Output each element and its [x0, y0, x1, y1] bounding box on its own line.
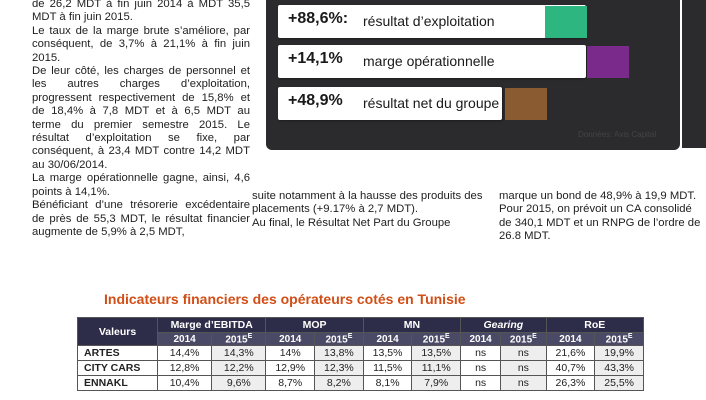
- color-swatch: [505, 88, 547, 120]
- table-cell: ns: [501, 376, 546, 391]
- infographic-item-marge-operationnelle: [278, 45, 586, 78]
- table-cell: 21,6%: [546, 346, 595, 361]
- year-cell: 2014: [461, 333, 501, 346]
- table-cell: 14,4%: [158, 346, 212, 361]
- item-label: marge opérationnelle: [363, 53, 495, 69]
- table-cell: 12,8%: [158, 361, 212, 376]
- color-swatch: [545, 6, 587, 38]
- table-cell: 9,6%: [212, 376, 266, 391]
- table-cell: 19,9%: [595, 346, 644, 361]
- year-cell: $2015^E$: [412, 333, 461, 346]
- header-group: Gearing: [461, 318, 547, 333]
- table-cell: ns: [461, 376, 501, 391]
- header-group: MN: [363, 318, 460, 333]
- table-cell: ns: [461, 346, 501, 361]
- paragraph: suite notamment à la hausse des produits des placements (+9.17% à 2,7 MDT).: [252, 190, 483, 216]
- article-column-1: [32, 0, 250, 239]
- paragraph: La marge opérationnelle gagne, ainsi, 4,6 points à 14,1%.: [32, 172, 250, 198]
- table-cell: 12,2%: [212, 361, 266, 376]
- table-cell: 25,5%: [595, 376, 644, 391]
- header-group: MOP: [266, 318, 363, 333]
- paragraph: Pour 2015, on prévoit un CA consolidé de 340,1 MDT et un RNPG de l’ordre de 26.8 MDT.: [499, 203, 701, 243]
- table-cell: 14,3%: [212, 346, 266, 361]
- table-year-row: [78, 333, 644, 346]
- table-cell: 26,3%: [546, 376, 595, 391]
- article-column-2: [252, 190, 492, 230]
- header-group: Marge d’EBITDA: [158, 318, 266, 333]
- table-cell: 13,5%: [363, 346, 412, 361]
- financial-indicators-table: [77, 317, 644, 391]
- header-group: RoE: [546, 318, 643, 333]
- table-cell: 40,7%: [546, 361, 595, 376]
- year-cell: $2015^E$: [315, 333, 364, 346]
- paragraph: Le taux de la marge brute s’améliore, par conséquent, de 3,7% à 21,1% à fin juin 2015.: [32, 24, 250, 64]
- table-row: [78, 361, 644, 376]
- table-header-row: [78, 318, 644, 333]
- year-cell: 2014: [363, 333, 412, 346]
- table-cell: 14%: [266, 346, 315, 361]
- table-cell: 13,8%: [315, 346, 364, 361]
- year-cell: 2014: [158, 333, 212, 346]
- source-note: Données: Axis Capital: [578, 130, 657, 139]
- year-cell: $2015^E$: [501, 333, 546, 346]
- table-cell: ns: [501, 361, 546, 376]
- item-percent: +88,6%:: [288, 10, 349, 27]
- infographic-item-resultat-net: [278, 87, 502, 120]
- paragraph: Au final, le Résultat Net Part du Groupe: [252, 216, 451, 229]
- year-cell: $2015^E$: [212, 333, 266, 346]
- table-cell: ns: [501, 346, 546, 361]
- table-cell: 11,1%: [412, 361, 461, 376]
- paragraph: marque un bond de 48,9% à 19,9 MDT.: [499, 190, 697, 202]
- infographic-item-resultat-exploitation: [278, 5, 586, 38]
- table-cell: 10,4%: [158, 376, 212, 391]
- paragraph: Bénéficiant d’une trésorerie excédentaire de près de 55,3 MDT, le résultat financier augmente de 5,9% à 2,5 MDT,: [32, 199, 250, 238]
- table-cell: 8,1%: [363, 376, 412, 391]
- item-label: résultat net du groupe: [363, 95, 500, 111]
- table-cell: ns: [461, 361, 501, 376]
- table-cell: 8,7%: [266, 376, 315, 391]
- table-cell: 12,3%: [315, 361, 364, 376]
- year-cell: 2014: [546, 333, 595, 346]
- item-label: résultat d’exploitation: [363, 13, 495, 29]
- paragraph: de 26,2 MDT à fin juin 2014 à MDT 35,5 MDT à fin juin 2015.: [32, 0, 250, 24]
- panel-edge: [682, 0, 706, 148]
- year-cell: 2014: [266, 333, 315, 346]
- company-name: ENNAKL: [78, 376, 158, 391]
- table-row: [78, 346, 644, 361]
- table-cell: 11,5%: [363, 361, 412, 376]
- table-title: Indicateurs financiers des opérateurs cotés en Tunisie: [104, 291, 466, 307]
- table-row: [78, 376, 644, 391]
- year-cell: $2015^E$: [595, 333, 644, 346]
- color-swatch: [587, 46, 629, 78]
- paragraph: De leur côté, les charges de personnel et les autres charges d’exploitation, progressent respectivement de 15,8% et de 18,4% à 7,8 MDT et à 6,5 MDT au terme du premier semestre 2015. Le résultat d’exploitation se fixe, par conséquent, à 23,4 MDT contre 14,2 MDT au 30/06/2014.: [32, 65, 250, 171]
- table-cell: 13,5%: [412, 346, 461, 361]
- company-name: CITY CARS: [78, 361, 158, 376]
- item-percent: +14,1%: [288, 50, 343, 67]
- table-cell: 12,9%: [266, 361, 315, 376]
- table-cell: 43,3%: [595, 361, 644, 376]
- table-cell: 8,2%: [315, 376, 364, 391]
- company-name: ARTES: [78, 346, 158, 361]
- article-column-3: [499, 190, 704, 244]
- table-cell: 7,9%: [412, 376, 461, 391]
- header-valeurs: Valeurs: [78, 318, 158, 346]
- item-percent: +48,9%: [288, 92, 343, 109]
